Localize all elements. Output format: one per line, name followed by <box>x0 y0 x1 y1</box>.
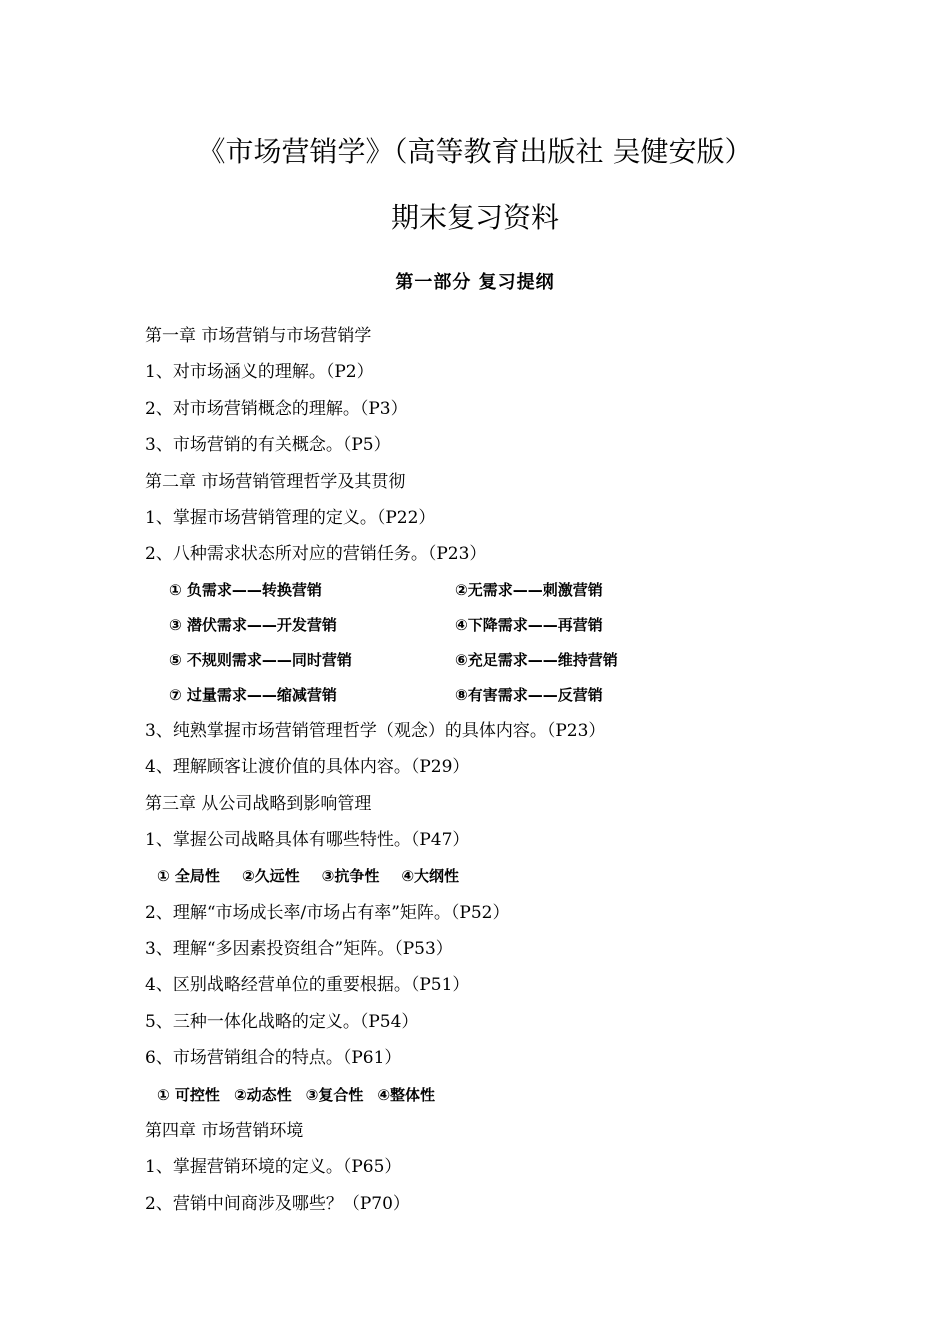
chapter-3-title: 第三章 从公司战略到影响管理 <box>145 793 372 814</box>
mix-trait: ③复合性 <box>305 1085 364 1104</box>
demand-task-row-3 <box>145 643 845 678</box>
strategy-trait: ④大纲性 <box>401 867 460 886</box>
marketing-mix-traits <box>145 1077 845 1113</box>
demand-task: ① 负需求——转换营销 <box>169 580 322 599</box>
chapter-1-item-2: 2、对市场营销概念的理解。（P3） <box>145 398 408 419</box>
chapter-1-item-3: 3、市场营销的有关概念。（P5） <box>145 435 391 456</box>
demand-task: ④下降需求——再营销 <box>455 615 603 634</box>
chapter-2-item-3: 3、纯熟掌握市场营销管理哲学（观念）的具体内容。（P23） <box>145 720 606 741</box>
chapter-4-item-1: 1、掌握营销环境的定义。（P65） <box>145 1157 402 1178</box>
demand-task: ②无需求——刺激营销 <box>455 580 603 599</box>
outline-content <box>145 318 845 1222</box>
mix-trait: ②动态性 <box>233 1085 292 1104</box>
chapter-1-item-1: 1、对市场涵义的理解。（P2） <box>145 362 374 383</box>
demand-task: ③ 潜伏需求——开发营销 <box>169 615 337 634</box>
demand-task: ⑦ 过量需求——缩减营销 <box>169 685 337 704</box>
chapter-2-title: 第二章 市场营销管理哲学及其贯彻 <box>145 471 406 492</box>
chapter-2-item-2: 2、八种需求状态所对应的营销任务。（P23） <box>145 544 487 565</box>
mix-trait: ① 可控性 <box>157 1085 220 1104</box>
demand-task-row-1 <box>145 573 845 608</box>
strategy-trait: ③抗争性 <box>321 867 380 886</box>
document-title-line1: 《市场营销学》（高等教育出版社 吴健安版） <box>197 135 753 168</box>
chapter-2-item-1: 1、掌握市场营销管理的定义。（P22） <box>145 507 436 528</box>
chapter-1-title: 第一章 市场营销与市场营销学 <box>145 326 372 346</box>
part-heading: 第一部分 复习提纲 <box>395 272 555 293</box>
document-title-line2: 期末复习资料 <box>390 201 559 234</box>
demand-task: ⑧有害需求——反营销 <box>455 685 603 704</box>
chapter-3-item-5: 5、三种一体化战略的定义。（P54） <box>145 1011 419 1032</box>
chapter-4-item-2: 2、营销中间商涉及哪些？（P70） <box>145 1193 410 1214</box>
mix-trait: ④整体性 <box>377 1085 436 1104</box>
chapter-3-item-6: 6、市场营销组合的特点。（P61） <box>145 1048 402 1069</box>
chapter-2-item-4: 4、理解顾客让渡价值的具体内容。（P29） <box>145 757 470 778</box>
chapter-3-item-2: 2、理解“市场成长率/市场占有率”矩阵。（P52） <box>145 902 510 923</box>
chapter-3-item-1: 1、掌握公司战略具体有哪些特性。（P47） <box>145 829 470 850</box>
demand-task: ⑤ 不规则需求——同时营销 <box>169 650 352 669</box>
demand-task-row-2 <box>145 608 845 643</box>
strategy-trait: ① 全局性 <box>157 867 220 886</box>
chapter-3-item-3: 3、理解“多因素投资组合”矩阵。（P53） <box>145 939 453 960</box>
strategy-trait: ②久远性 <box>241 867 300 886</box>
strategy-traits <box>145 858 845 894</box>
chapter-4-title: 第四章 市场营销环境 <box>145 1121 304 1142</box>
demand-task-row-4 <box>145 678 845 713</box>
demand-task: ⑥充足需求——维持营销 <box>455 650 618 669</box>
chapter-3-item-4: 4、区别战略经营单位的重要根据。（P51） <box>145 975 470 996</box>
